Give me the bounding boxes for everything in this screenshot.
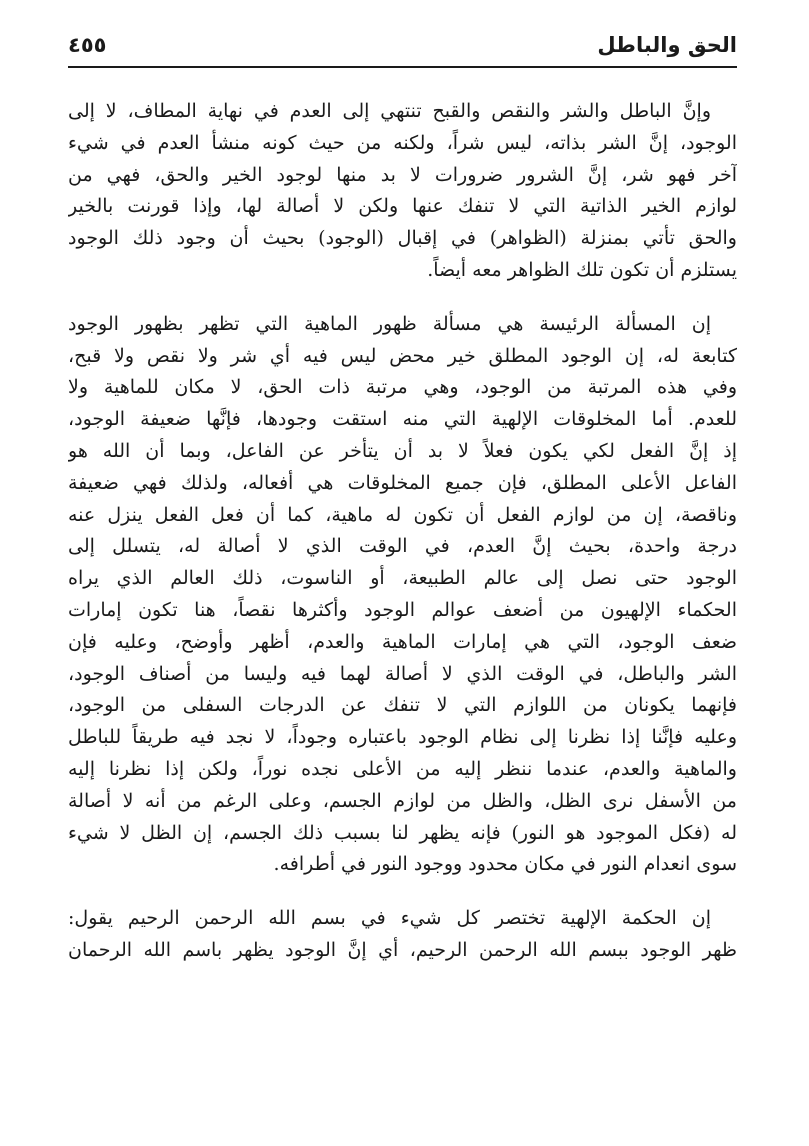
text-line: ظهر الوجود ببسم الله الرحمن الرحيم، أي إنَّ الوجود يظهر باسم الله الرحمان	[68, 938, 737, 961]
text-line: ضعف الوجود، التي هي إمارات الماهية والعدم، أظهر وأوضح، وعليه فإن	[68, 630, 737, 653]
text-line: وفي هذه المرتبة من الوجود، وهي مرتبة ذات الحق، لا مكان للماهية ولا	[68, 376, 737, 399]
text-line: فإنهما يكونان من اللوازم التي لا تنفك عن الدرجات السفلى من الوجود،	[68, 694, 737, 717]
text-line: له (فكل الموجود هو النور) فإنه يظهر لنا بسبب ذلك الجسم، إن الظل لا شيء	[68, 821, 737, 844]
text-line: آخر فهو شر، إنَّ الشرور ضرورات لا بد منها لوجود الخير والحق، فهي من	[68, 163, 737, 186]
text-line: للعدم. أما المخلوقات الإلهية التي منه استقت وجودها، فإنَّها ضعيفة الوجود،	[68, 408, 737, 431]
text-line: والحق تأتي بمنزلة (الظواهر) في إقبال (الوجود) بحيث أن وجود ذلك الوجود	[68, 227, 737, 250]
text-line: لوازم الخير الذاتية التي لا تنفك عنها ولكن لا أصالة لها، وإذا قورنت بالخير	[68, 195, 737, 218]
text-line: يستلزم أن تكون تلك الظواهر معه أيضاً.	[427, 258, 737, 281]
text-line: الحكماء الإلهيون من أضعف عوالم الوجود وأكثرها نقصاً، هنا تكون إمارات	[68, 598, 737, 621]
paragraph-3	[68, 903, 737, 967]
text-line: إن المسألة الرئيسة هي مسألة ظهور الماهية التي تظهر بظهور الوجود	[68, 312, 711, 335]
text-line: وناقصة، إن من لوازم الفعل أن تكون له ماهية، كما أن فعل الفعل ينزل عنه	[68, 503, 737, 526]
text-line: وإنَّ الباطل والشر والنقص والقبح تنتهي إلى العدم في نهاية المطاف، لا إلى	[68, 100, 711, 122]
page-number: ٤٥٥	[68, 33, 107, 57]
text-line: سوى انعدام النور في مكان محدود ووجود النور في أطرافه.	[273, 853, 737, 876]
body-text	[68, 96, 737, 967]
paragraph-1	[68, 96, 737, 287]
text-line: وعليه فإنَّنا إذا نظرنا إلى نظام الوجود باعتباره وجوداً، لا نجد فيه طريقاً للباطل	[68, 726, 737, 749]
paragraph-gap	[68, 287, 737, 309]
header-rule	[68, 66, 737, 68]
text-line: إذ إنَّ الفعل لكي يكون فعلاً لا بد أن يتأخر عن الفاعل، وبما أن الله هو	[68, 439, 737, 462]
text-line: الوجود، إنَّ الشر بذاته، ليس شراً، ولكنه من حيث كونه منشأ العدم في شيء	[68, 131, 737, 154]
text-line: الشر والباطل، في الوقت الذي لا أصالة لهما فيه وليسا من أصناف الوجود،	[68, 662, 737, 685]
text-line: الفاعل الأعلى المطلق، فإن جميع المخلوقات هي أفعاله، ولذلك فهي ضعيفة	[68, 471, 737, 494]
text-line: كتابعة له، إن الوجود المطلق خير محض ليس فيه أي شر ولا نقص ولا قبح،	[68, 344, 737, 367]
paragraph-gap	[68, 881, 737, 903]
text-line: والماهية والعدم، عندما ننظر إليه من الأعلى نجده نوراً، ولكن إذا نظرنا إليه	[68, 757, 737, 780]
running-head	[68, 28, 737, 62]
chapter-title: الحق والباطل	[597, 33, 737, 57]
text-line: إن الحكمة الإلهية تختصر كل شيء في بسم الله الرحمن الرحيم يقول:	[68, 907, 711, 930]
paragraph-2	[68, 309, 737, 881]
text-line: من الأسفل نرى الظل، والظل من لوازم الجسم، وعلى الرغم من أنه لا أصالة	[68, 789, 737, 812]
text-line: درجة واحدة، بحيث إنَّ العدم، في الوقت الذي لا أصالة له، يتسلل إلى	[68, 535, 737, 558]
text-line: الوجود حتى نصل إلى عالم الطبيعة، أو الناسوت، ذلك العالم الذي يراه	[68, 567, 737, 590]
